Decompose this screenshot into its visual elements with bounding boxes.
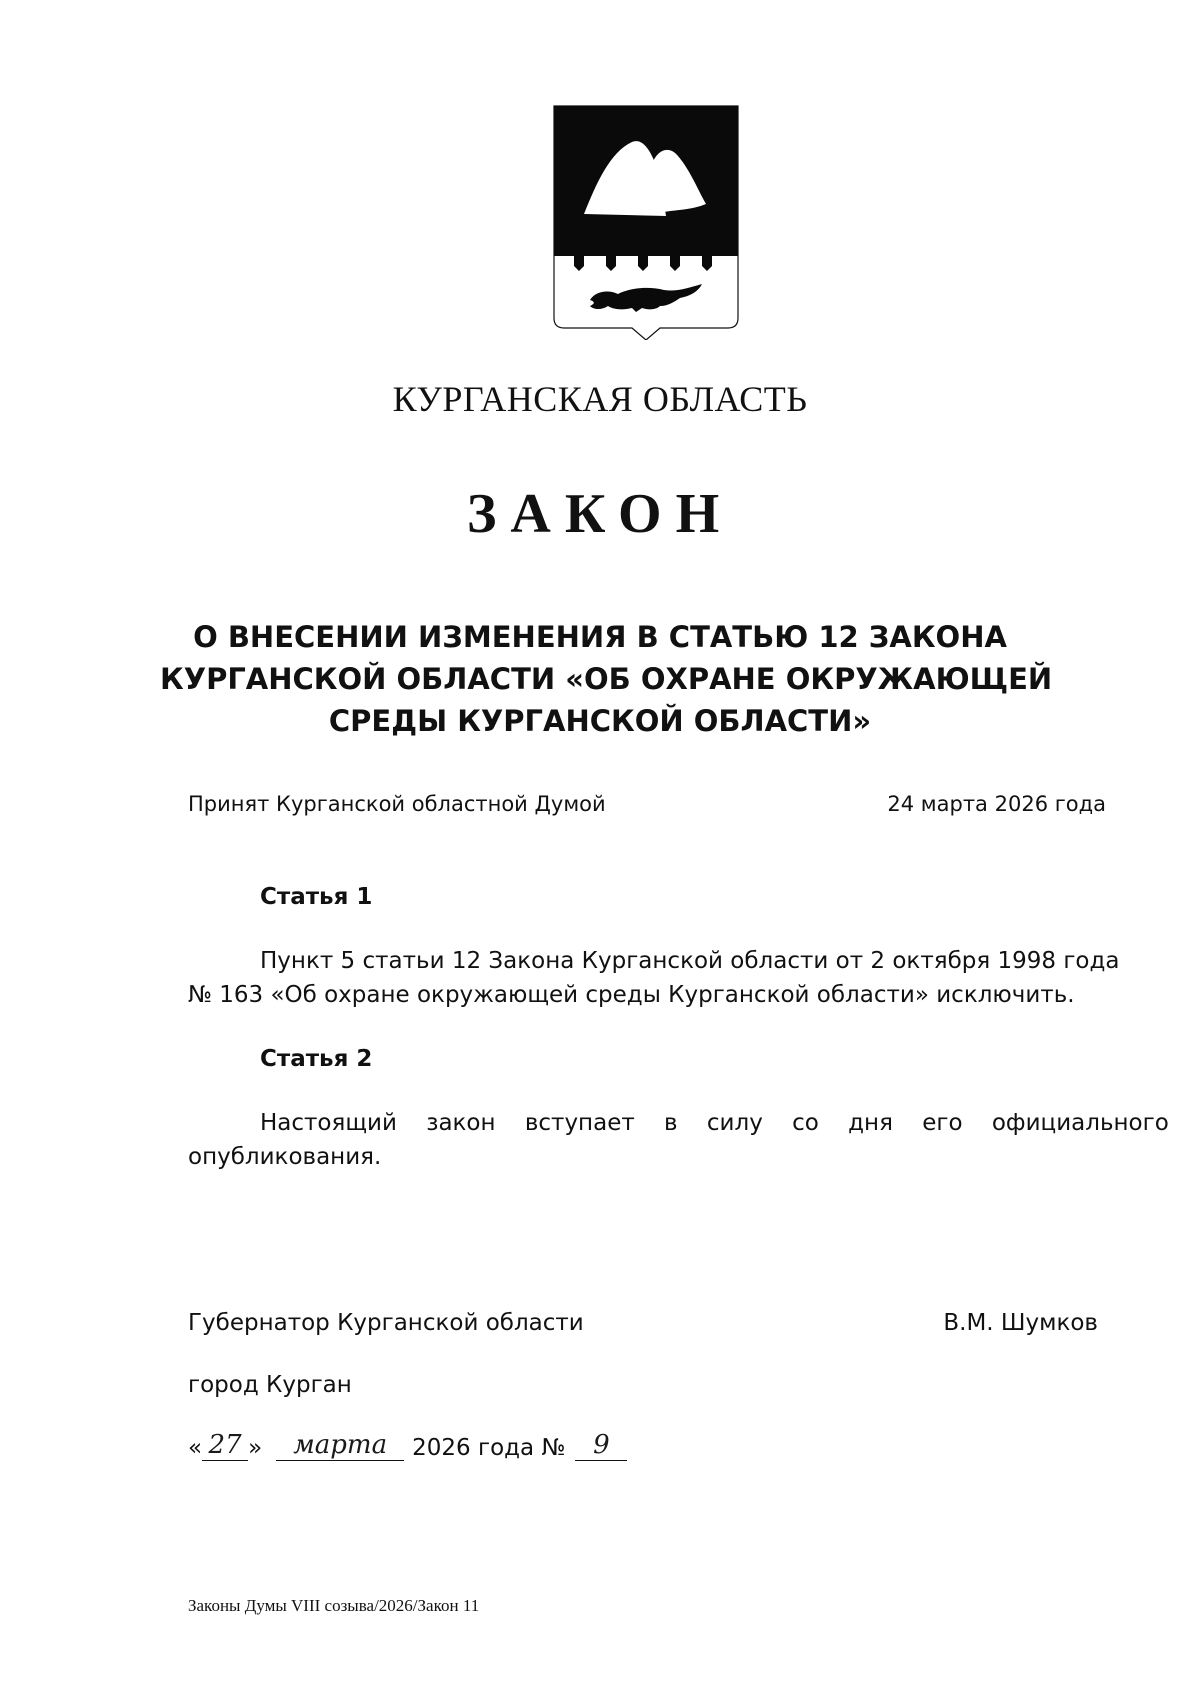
law-number: 9	[575, 1430, 627, 1461]
article-1-heading: Статья 1	[260, 884, 373, 910]
article-2-text	[188, 1106, 1169, 1174]
signature-row	[188, 1310, 1098, 1336]
law-title-line: СРЕДЫ КУРГАНСКОЙ ОБЛАСТИ»	[328, 704, 872, 738]
law-title-line: КУРГАНСКОЙ ОБЛАСТИ «ОБ ОХРАНЕ ОКРУЖАЮЩЕЙ	[160, 662, 1053, 696]
signing-city: город Курган	[188, 1372, 352, 1398]
law-title-line: О ВНЕСЕНИИ ИЗМЕНЕНИЯ В СТАТЬЮ 12 ЗАКОНА	[193, 620, 1007, 654]
region-title: КУРГАНСКАЯ ОБЛАСТЬ	[392, 379, 808, 419]
article-2-line: опубликования.	[188, 1144, 382, 1170]
close-quote: »	[248, 1435, 263, 1461]
article-1-line: Пункт 5 статьи 12 Закона Курганской области от 2 октября 1998 года	[260, 948, 1120, 974]
article-1-line: № 163 «Об охране окружающей среды Курганской области» исключить.	[188, 982, 1075, 1008]
signatory-position: Губернатор Курганской области	[188, 1310, 584, 1336]
signing-year: 2026 года №	[412, 1435, 566, 1461]
article-1-text	[188, 944, 1120, 1012]
law-title	[160, 616, 1053, 742]
adopted-by: Принят Курганской областной Думой	[188, 792, 606, 816]
signing-day: 27	[202, 1430, 248, 1461]
open-quote: «	[188, 1435, 203, 1461]
coat-of-arms-icon	[552, 104, 740, 340]
article-2-line: Настоящий закон вступает в силу со дня его официального	[260, 1110, 1169, 1136]
article-2-heading: Статья 2	[260, 1046, 373, 1072]
signing-month: марта	[276, 1430, 404, 1461]
adopted-date: 24 марта 2026 года	[887, 792, 1106, 816]
footer-reference: Законы Думы VIII созыва/2026/Закон 11	[188, 1596, 480, 1615]
signing-date-line	[188, 1430, 627, 1461]
adoption-row	[188, 792, 1106, 816]
document-type: ЗАКОН	[466, 483, 734, 545]
signatory-name: В.М. Шумков	[943, 1310, 1098, 1336]
